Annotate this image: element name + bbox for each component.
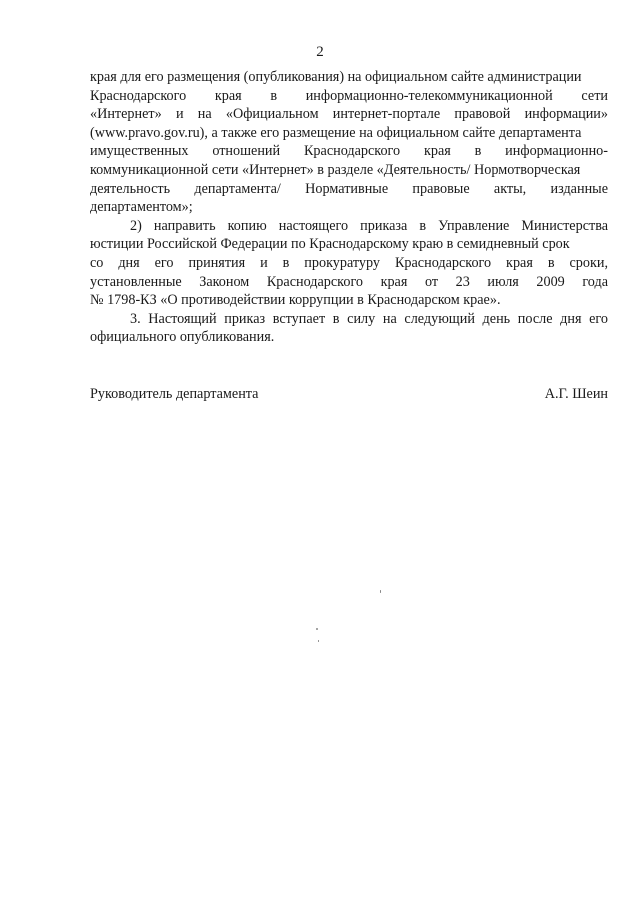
document-body [90,68,608,347]
body-line: официального опубликования. [90,329,275,346]
body-line: (www.pravo.gov.ru), а также его размещение на официальном сайте департамента [90,124,582,141]
body-line: 2) направить копию настоящего приказа в Управление Министерства [130,217,608,234]
body-line: департаментом»; [90,199,193,216]
body-line: края для его размещения (опубликования) на официальном сайте администрации [90,69,582,85]
page-number: 2 [316,44,324,60]
body-line: со дня его принятия и в прокуратуру Краснодарского края в сроки, [90,254,608,271]
body-line: имущественных отношений Краснодарского края в информационно- [90,143,608,160]
signatory-title: Руководитель департамента [90,386,259,402]
signatory-name: А.Г. Шеин [544,386,608,402]
scan-speck [318,640,319,642]
scan-speck [380,590,381,593]
body-line: 3. Настоящий приказ вступает в силу на следующий день после дня его [130,310,608,327]
body-line: коммуникационной сети «Интернет» в разделе «Деятельность/ Нормотворческая [90,161,581,178]
body-line: № 1798-КЗ «О противодействии коррупции в Краснодарском крае». [90,292,501,309]
body-line: деятельность департамента/ Нормативные правовые акты, изданные [90,180,608,197]
body-line: установленные Законом Краснодарского края от 23 июля 2009 года [90,273,608,290]
body-line: Краснодарского края в информационно-телекоммуникационной сети [90,87,608,104]
body-line: «Интернет» и на «Официальном интернет-портале правовой информации» [90,106,608,123]
scan-speck [316,628,318,630]
body-line: юстиции Российской Федерации по Краснодарскому краю в семидневный срок [90,236,570,253]
